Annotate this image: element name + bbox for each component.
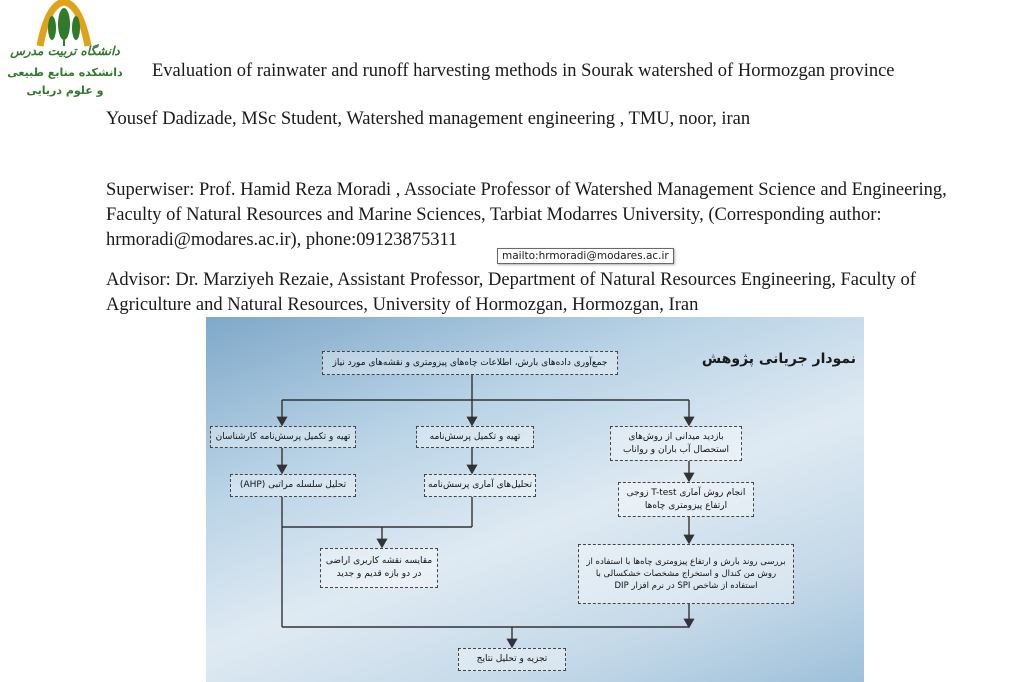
author-line: Yousef Dadizade, MSc Student, Watershed management engineering , TMU, noor, iran [106, 109, 751, 129]
logo-faculty-subname: و علوم دریایی [26, 84, 104, 97]
wheat-emblem-icon [0, 0, 128, 48]
flowchart-box-data-collection: جمع‌آوری داده‌های بارش، اطلاعات چاه‌های پیزومتری و نقشه‌های مورد نیاز [322, 351, 618, 375]
flowchart-box-landuse-comparison: مقایسه نقشه کاربری اراضی در دو بازه قدیم و جدید [320, 548, 438, 588]
link-tooltip: mailto:hrmoradi@modares.ac.ir [497, 248, 674, 264]
research-flowchart-figure [206, 317, 864, 682]
paper-title: Evaluation of rainwater and runoff harvesting methods in Sourak watershed of Hormozgan province [152, 61, 895, 81]
university-logo [0, 0, 128, 102]
flowchart-box-field-visit: بازدید میدانی از روش‌های استحصال آب باران و رواناب [610, 426, 742, 461]
logo-university-name: دانشگاه تربیت مدرس [10, 44, 120, 58]
flowchart-box-expert-questionnaire: تهیه و تکمیل پرسش‌نامه کارشناسان [210, 426, 356, 448]
flowchart-box-trend-analysis: بررسی روند بارش و ارتفاع پیزومتری چاه‌ها با استفاده از روش من کندال و استخراج مشخصات خشکسالی با استفاده از شاخص SPI در نرم افزار DIP [578, 544, 794, 604]
flowchart-box-ttest: انجام روش آماری T-test زوجی ارتفاع پیزومتری چاه‌ها [618, 482, 754, 517]
flowchart-box-questionnaire: تهیه و تکمیل پرسش‌نامه [416, 426, 534, 448]
advisor-paragraph: Advisor: Dr. Marziyeh Rezaie, Assistant Professor, Department of Natural Resources Engineering, Faculty of Agriculture and Natural Resources, University of Hormozgan, Hormozgan, Iran [106, 270, 916, 315]
supervisor-paragraph: Superwiser: Prof. Hamid Reza Moradi , Associate Professor of Watershed Management Science and Engineering, Faculty of Natural Resources and Marine Sciences, Tarbiat Modarres University, (Corresponding author: hrmoradi@modares.ac.ir), phone:09123875311 [106, 180, 947, 250]
logo-faculty-name: دانشکده منابع طبیعی [7, 66, 123, 79]
flowchart-box-ahp: تحلیل سلسله مراتبی (AHP) [230, 474, 356, 497]
flowchart-box-questionnaire-stats: تحلیل‌های آماری پرسش‌نامه [424, 474, 536, 497]
flowchart-title: نمودار جریانی پژوهش [701, 351, 856, 367]
flowchart-box-results: تجزیه و تحلیل نتایج [458, 648, 566, 671]
